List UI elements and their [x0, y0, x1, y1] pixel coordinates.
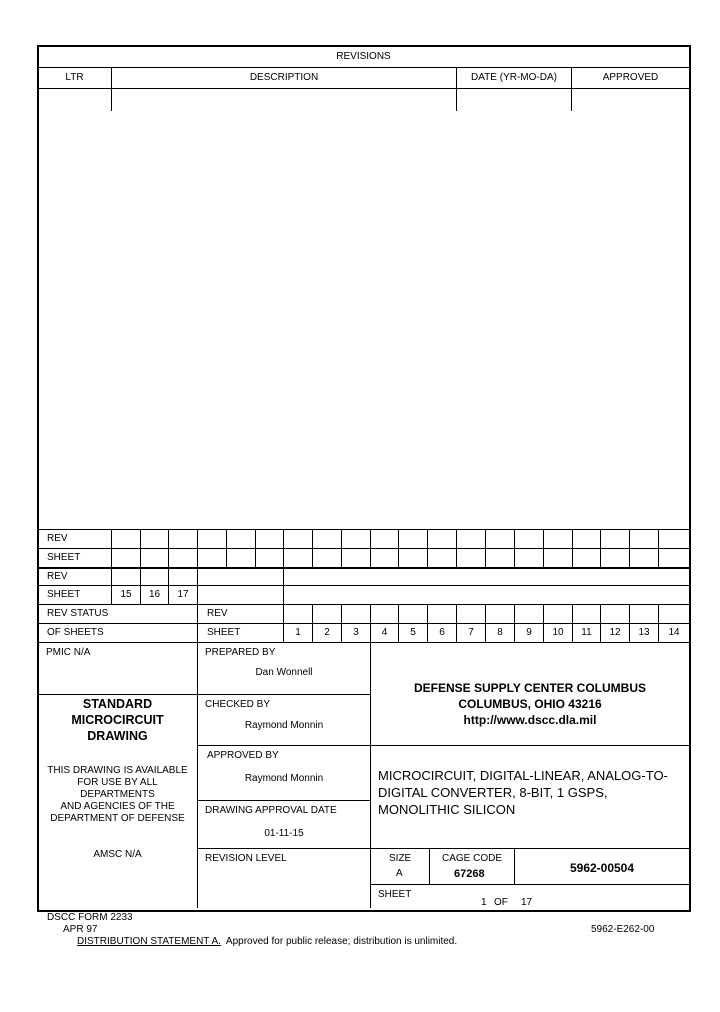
cage-code-value: 67268 — [454, 868, 485, 880]
sheet-number-cell: 10 — [552, 627, 564, 638]
status-sheet-label-3: SHEET — [207, 627, 241, 638]
rev-header-divider — [38, 88, 689, 89]
sheet-number-cell: 12 — [609, 627, 621, 638]
size-value: A — [396, 868, 403, 879]
approved-by-name: Raymond Monnin — [244, 773, 324, 784]
form-date: APR 97 — [63, 924, 98, 935]
form-label: DSCC FORM 2233 — [47, 912, 133, 923]
rev-col-ltr: LTR — [65, 72, 84, 83]
distribution-label: DISTRIBUTION STATEMENT A. — [77, 936, 221, 947]
size-label: SIZE — [389, 853, 412, 864]
rev-col-date: DATE (YR-MO-DA) — [471, 72, 557, 83]
rev-status-label: REV STATUS — [47, 608, 109, 619]
sheet-number-cell: 13 — [638, 627, 650, 638]
pmic-label: PMIC N/A — [46, 647, 91, 658]
rev-col-approved: APPROVED — [602, 72, 659, 83]
rev-col-description: DESCRIPTION — [249, 72, 319, 83]
availability-note: DEPARTMENTS — [80, 789, 155, 800]
sheet-number-cell: 3 — [353, 627, 359, 638]
amsc-label: AMSC N/A — [93, 849, 142, 860]
approval-date-label: DRAWING APPROVAL DATE — [205, 805, 337, 816]
availability-note: AND AGENCIES OF THE — [60, 801, 175, 812]
sheet-number: 1 — [481, 897, 487, 908]
cage-code-label: CAGE CODE — [442, 853, 503, 864]
sheet-number-cell: 16 — [148, 589, 161, 600]
drawing-description: MONOLITHIC SILICON — [378, 802, 516, 817]
sheet-number-cell: 2 — [324, 627, 330, 638]
status-sheet-label: SHEET — [47, 552, 81, 563]
prepared-by-name: Dan Wonnell — [255, 667, 313, 678]
rev-title-divider — [38, 67, 689, 68]
sheet-number-cell: 9 — [526, 627, 532, 638]
agency-address: COLUMBUS, OHIO 43216 — [458, 697, 602, 711]
sheet-label: SHEET — [378, 889, 412, 900]
drawing-description: DIGITAL CONVERTER, 8-BIT, 1 GSPS, — [378, 785, 608, 800]
sheet-number-cell: 14 — [668, 627, 680, 638]
status-rev-label: REV — [47, 533, 68, 544]
availability-note: DEPARTMENT OF DEFENSE — [50, 813, 185, 824]
of-sheets-label: OF SHEETS — [47, 627, 104, 638]
sheet-of-label: OF — [494, 897, 508, 908]
sheet-total: 17 — [521, 897, 533, 908]
sheet-number-cell: 17 — [177, 589, 189, 600]
checked-by-label: CHECKED BY — [205, 699, 271, 710]
sheet-number-cell: 11 — [581, 627, 592, 638]
status-rev-label-3: REV — [207, 608, 228, 619]
approved-by-label: APPROVED BY — [207, 750, 279, 761]
drawing-number: 5962-00504 — [569, 861, 635, 875]
sheet-number-cell: 6 — [439, 627, 445, 638]
availability-note: THIS DRAWING IS AVAILABLE — [47, 765, 188, 776]
status-rev-label-2: REV — [47, 571, 68, 582]
sheet-number-cell: 15 — [120, 589, 132, 600]
distribution-text: Approved for public release; distribution is unlimited. — [220, 936, 458, 947]
revision-level-label: REVISION LEVEL — [205, 853, 287, 864]
availability-note: FOR USE BY ALL — [77, 777, 158, 788]
agency-name: DEFENSE SUPPLY CENTER COLUMBUS — [413, 681, 647, 695]
sheet-number-cell: 5 — [410, 627, 416, 638]
form-number: 5962-E262-00 — [591, 924, 655, 935]
checked-by-name: Raymond Monnin — [244, 720, 324, 731]
prepared-by-label: PREPARED BY — [205, 647, 276, 658]
drawing-description: MICROCIRCUIT, DIGITAL-LINEAR, ANALOG-TO- — [378, 768, 668, 783]
approval-date: 01-11-15 — [264, 828, 304, 839]
distribution-statement — [77, 937, 457, 947]
sheet-number-cell: 7 — [468, 627, 474, 638]
sheet-number-cell: 4 — [381, 627, 388, 638]
sheet-number-cell: 8 — [497, 627, 503, 638]
agency-url: http://www.dscc.dla.mil — [463, 713, 597, 727]
sheet-number-cell: 1 — [295, 627, 301, 638]
status-sheet-label-2: SHEET — [47, 589, 81, 600]
standard-drawing-title: STANDARD — [82, 697, 153, 711]
revisions-title: REVISIONS — [336, 51, 391, 62]
standard-drawing-title: DRAWING — [87, 729, 148, 743]
standard-drawing-title: MICROCIRCUIT — [71, 713, 164, 727]
